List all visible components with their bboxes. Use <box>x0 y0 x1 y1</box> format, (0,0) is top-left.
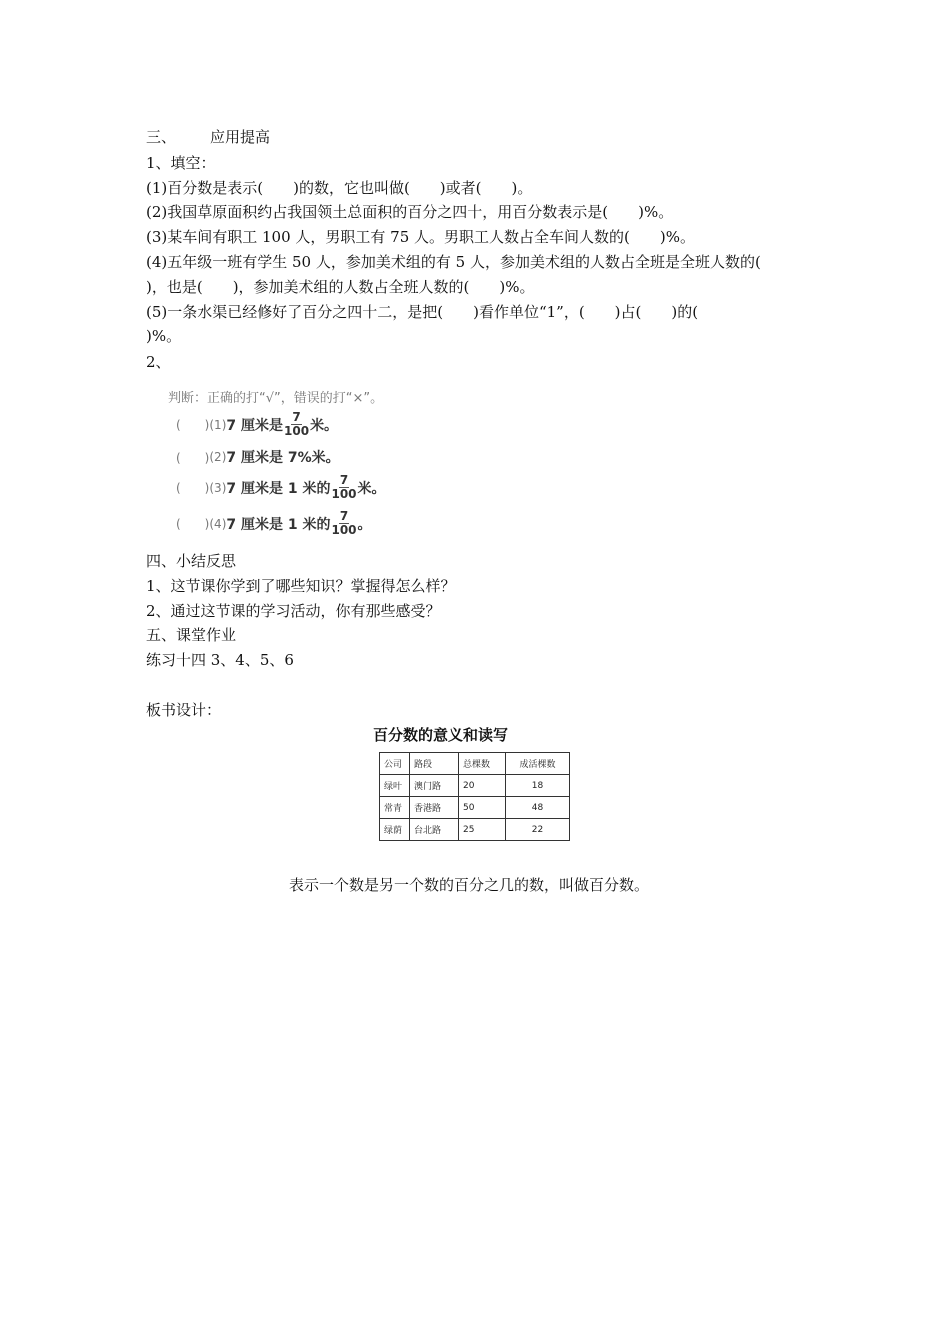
table-cell: 澳门路 <box>410 775 459 797</box>
section-4-title: 四、小结反思 <box>146 552 237 570</box>
table-cell: 20 <box>459 775 506 797</box>
fraction-denominator: 100 <box>331 523 357 535</box>
table-cell: 50 <box>459 797 506 819</box>
table-row <box>380 797 570 819</box>
fraction-denominator: 100 <box>331 487 357 501</box>
fraction <box>331 510 356 535</box>
table-cell: 绿荫 <box>380 819 410 841</box>
item-text-end: 米。 <box>310 417 339 434</box>
table-cell: 台北路 <box>410 819 459 841</box>
item-text-end: 米。 <box>357 480 386 497</box>
judgement-item <box>176 447 340 467</box>
fill-item-5: (5)一条水渠已经修好了百分之四十二，是把( )看作单位“1”，( )占( )的( <box>146 303 699 321</box>
section-3-heading <box>146 127 270 147</box>
table-row <box>380 775 570 797</box>
section-3-number: 三、 <box>146 128 177 146</box>
header-cell: 总棵数 <box>459 753 506 775</box>
table-cell: 香港路 <box>410 797 459 819</box>
table-cell: 25 <box>459 819 506 841</box>
fraction-denominator: 100 <box>284 424 310 438</box>
trees-table <box>379 752 570 841</box>
homework-text: 练习十四 3、4、5、6 <box>146 651 294 669</box>
fill-item-1: (1)百分数是表示( )的数，它也叫做( )或者( )。 <box>146 179 533 197</box>
judgement-title: 判断：正确的打“√”，错误的打“×”。 <box>168 391 384 406</box>
answer-paren: ( ) <box>176 450 210 465</box>
fill-item-3: (3)某车间有职工 100 人，男职工有 75 人。男职工人数占全车间人数的( )%。 <box>146 228 695 246</box>
fraction <box>331 474 356 501</box>
table-cell: 48 <box>506 797 570 819</box>
answer-paren: ( ) <box>176 517 210 531</box>
answer-paren: ( ) <box>176 481 210 495</box>
section-5-title: 五、课堂作业 <box>146 626 237 644</box>
item-number: (3) <box>209 480 227 495</box>
table-cell: 22 <box>506 819 570 841</box>
judgement-item <box>176 411 338 438</box>
header-cell: 公司 <box>380 753 410 775</box>
item-text: 7 厘米是 1 米的 <box>226 516 331 533</box>
fraction-numerator: 7 <box>339 509 349 523</box>
judgement-item <box>176 474 386 501</box>
board-title: 百分数的意义和读写 <box>373 726 509 744</box>
judgement-item <box>176 510 372 535</box>
section-3-title: 应用提高 <box>210 128 271 146</box>
header-cell: 成活棵数 <box>506 753 570 775</box>
reflection-question-2: 2、通过这节课的学习活动，你有那些感受？ <box>146 602 441 620</box>
fraction-numerator: 7 <box>292 410 301 424</box>
question-2-title: 2、 <box>146 353 171 371</box>
item-text-end: 。 <box>357 516 372 533</box>
fraction-numerator: 7 <box>339 473 349 487</box>
fill-item-2: (2)我国草原面积约占我国领土总面积的百分之四十，用百分数表示是( )%。 <box>146 203 674 221</box>
table-cell: 常青 <box>380 797 410 819</box>
reflection-question-1: 1、这节课你学到了哪些知识？掌握得怎么样？ <box>146 577 456 595</box>
item-text: 7 厘米是 7%米。 <box>226 450 340 466</box>
board-label: 板书设计： <box>146 701 222 719</box>
item-text: 7 厘米是 1 米的 <box>226 480 331 497</box>
judgement-image <box>168 383 460 535</box>
table-cell: 18 <box>506 775 570 797</box>
table-header-row <box>380 753 570 775</box>
item-text: 7 厘米是 <box>226 417 283 434</box>
fill-item-4-cont: )，也是( )，参加美术组的人数占全班人数的( )%。 <box>146 278 535 296</box>
item-number: (2) <box>209 450 227 464</box>
table-cell: 绿叶 <box>380 775 410 797</box>
item-number: (4) <box>209 516 227 531</box>
table-row <box>380 819 570 841</box>
fill-item-4: (4)五年级一班有学生 50 人，参加美术组的有 5 人，参加美术组的人数占全班是全班人数的( <box>146 253 761 271</box>
answer-paren: ( ) <box>176 418 210 432</box>
question-1-title: 1、填空： <box>146 154 216 172</box>
fill-item-5-cont: )%。 <box>146 327 182 345</box>
fraction <box>284 411 309 438</box>
item-number: (1) <box>209 417 227 432</box>
header-cell: 路段 <box>410 753 459 775</box>
board-conclusion: 表示一个数是另一个数的百分之几的数，叫做百分数。 <box>289 876 650 894</box>
